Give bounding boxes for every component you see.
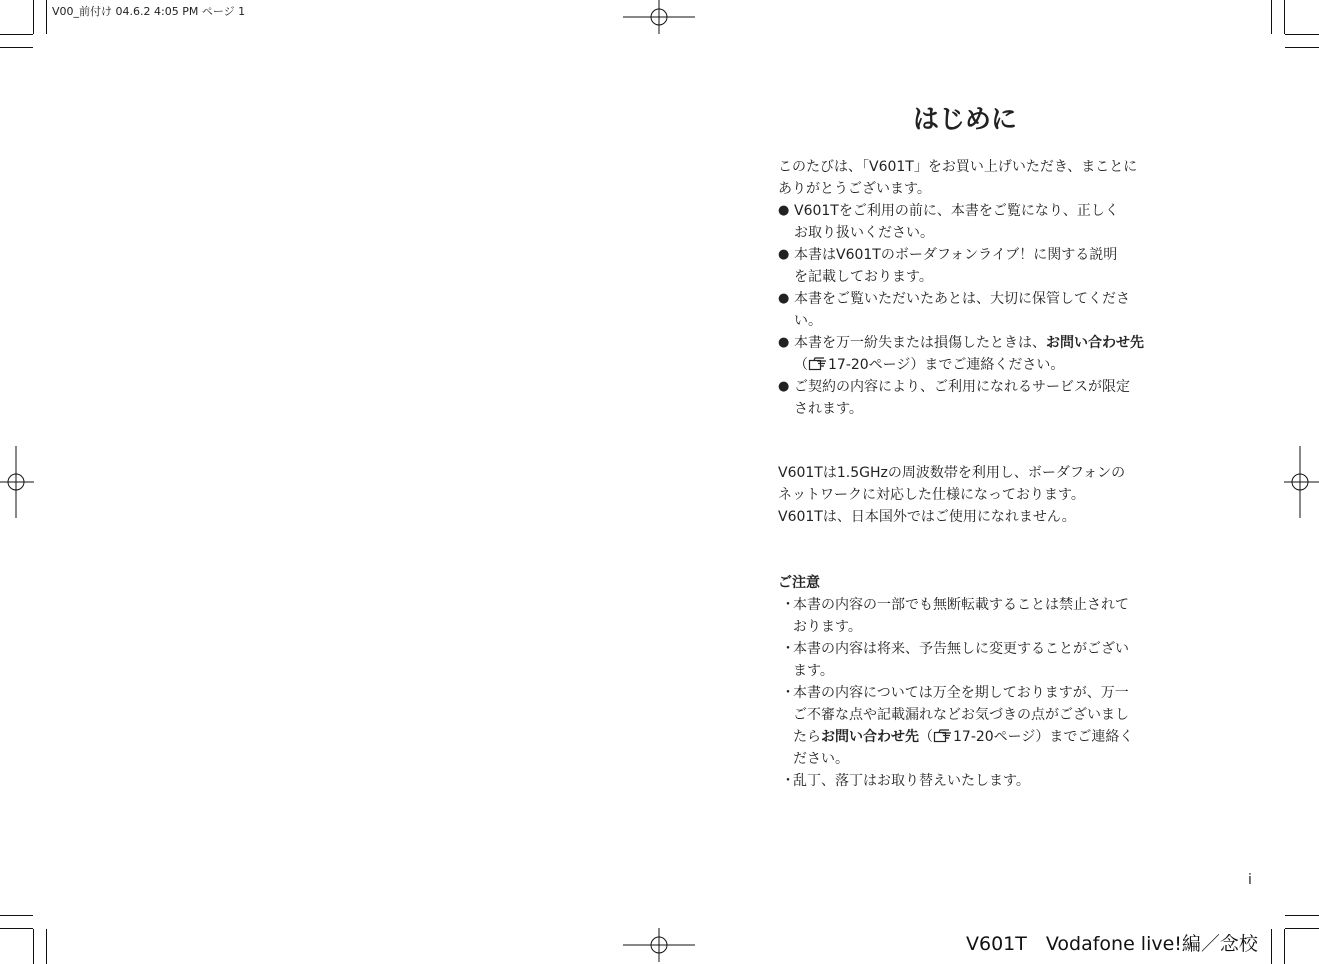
crop-mark-bottom-right-h2 <box>1285 928 1319 929</box>
crop-mark-bottom-right-h <box>1285 915 1319 916</box>
page-reference: 17-20ページ）までご連絡く <box>953 729 1134 745</box>
bullet-icon: ● <box>778 379 790 394</box>
list-item-text: 本書をご覧いただいたあとは、大切に保管してくださ <box>794 291 1130 307</box>
list-item <box>778 288 1152 332</box>
list-item-text: 本書の内容は将来、予告無しに変更することがござい <box>793 641 1129 657</box>
page-number: i <box>1248 872 1252 888</box>
page-title: はじめに <box>912 105 1017 135</box>
list-item-text: されます。 <box>794 401 863 417</box>
crop-mark-top-right-v <box>1271 0 1272 34</box>
pointing-hand-icon <box>933 729 953 743</box>
print-slug-header: V00_前付け 04.6.2 4:05 PM ページ 1 <box>52 5 246 18</box>
bullet-icon: ● <box>778 247 790 262</box>
list-item-text: お取り扱いください。 <box>794 225 934 241</box>
list-item-text: 本書の内容の一部でも無断転載することは禁止されて <box>793 597 1129 613</box>
contact-reference: お問い合わせ先 <box>821 729 919 745</box>
list-item-text: たら <box>793 729 821 745</box>
registration-mark-left <box>0 446 34 518</box>
list-item <box>778 770 1152 792</box>
dot-icon: ・ <box>781 597 795 613</box>
intro-paragraph <box>778 156 1152 200</box>
list-item-text: 本書はV601Tのボーダフォンライブ！に関する説明 <box>794 247 1118 263</box>
crop-mark-top-right-h <box>1285 34 1319 35</box>
intro-line: ありがとうございます。 <box>778 181 931 197</box>
bullet-icon: ● <box>778 203 790 218</box>
notes-list <box>778 594 1152 792</box>
crop-mark-top-left-v <box>33 0 34 34</box>
registration-mark-top <box>623 0 695 36</box>
bullet-icon: ● <box>778 335 790 350</box>
list-item-text: を記載しております。 <box>794 269 933 285</box>
list-item <box>778 638 1152 682</box>
crop-mark-bottom-right-v2 <box>1284 929 1285 964</box>
pointing-hand-icon <box>808 357 828 371</box>
crop-mark-bottom-left-v <box>33 929 34 964</box>
bullet-list <box>778 200 1152 420</box>
registration-mark-bottom <box>623 928 695 964</box>
list-item <box>778 682 1152 770</box>
registration-mark-right <box>1284 446 1319 518</box>
intro-line: このたびは、「V601T」をお買い上げいただき、まことに <box>778 159 1138 175</box>
list-item-text: 本書の内容については万全を期しておりますが、万一 <box>793 685 1129 701</box>
list-item <box>778 244 1152 288</box>
list-item <box>778 332 1152 376</box>
list-item-text: V601Tをご利用の前に、本書をご覧になり、正しく <box>794 203 1119 219</box>
notes-heading: ご注意 <box>778 575 820 591</box>
page-content <box>778 100 1152 792</box>
crop-mark-bottom-right-v <box>1271 929 1272 964</box>
dot-icon: ・ <box>781 773 795 789</box>
crop-mark-bottom-left-h <box>0 915 33 916</box>
list-item-text: おります。 <box>793 619 862 635</box>
document-footer: V601T Vodafone live!編／念校 <box>966 933 1258 955</box>
crop-mark-top-left-h2 <box>0 47 33 48</box>
page-reference: 17-20ページ）までご連絡ください。 <box>828 357 1065 373</box>
frequency-paragraph <box>778 462 1152 528</box>
contact-reference: お問い合わせ先 <box>1046 335 1144 351</box>
list-item-text: い。 <box>794 313 822 329</box>
list-item-text: 乱丁、落丁はお取り替えいたします。 <box>793 773 1030 789</box>
crop-mark-top-left-h <box>0 34 33 35</box>
crop-mark-top-left-v2 <box>46 0 47 34</box>
paren-open: （ <box>794 357 808 373</box>
list-item-text: ご契約の内容により、ご利用になれるサービスが限定 <box>794 379 1130 395</box>
bullet-icon: ● <box>778 291 790 306</box>
list-item <box>778 594 1152 638</box>
paren-open: （ <box>919 729 933 745</box>
crop-mark-top-right-h2 <box>1285 47 1319 48</box>
paragraph-line: ネットワークに対応した仕様になっております。 <box>778 487 1085 503</box>
crop-mark-top-right-v2 <box>1284 0 1285 34</box>
crop-mark-bottom-left-h2 <box>0 928 33 929</box>
crop-mark-bottom-left-v2 <box>46 929 47 964</box>
dot-icon: ・ <box>781 641 795 657</box>
paragraph-line: V601Tは1.5GHzの周波数帯を利用し、ボーダフォンの <box>778 465 1126 481</box>
list-item <box>778 200 1152 244</box>
dot-icon: ・ <box>781 685 795 701</box>
list-item-text: ご不審な点や記載漏れなどお気づきの点がございまし <box>793 707 1129 723</box>
paragraph-line: V601Tは、日本国外ではご使用になれません。 <box>778 509 1076 525</box>
list-item-text: 本書を万一紛失または損傷したときは、 <box>794 335 1046 351</box>
list-item-text: ださい。 <box>793 751 849 767</box>
list-item <box>778 376 1152 420</box>
list-item-text: ます。 <box>793 663 834 679</box>
